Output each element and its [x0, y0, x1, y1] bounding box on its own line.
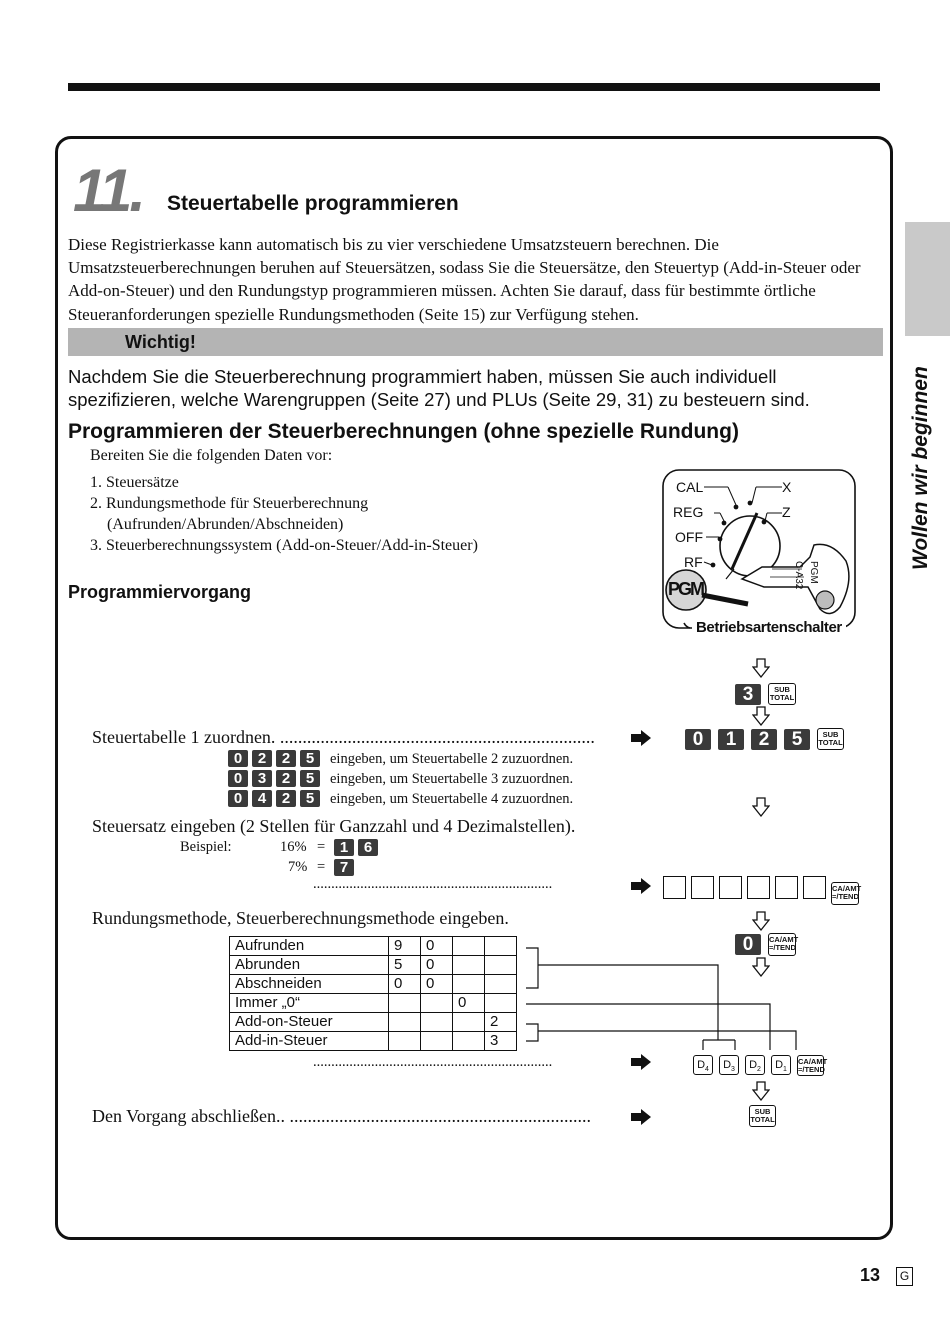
- table-connectors: [520, 940, 820, 1065]
- digit-box: [803, 876, 826, 899]
- example-eq: =: [317, 839, 326, 855]
- page-number: 13: [860, 1265, 881, 1285]
- down-arrow-icon: [752, 1081, 770, 1106]
- switch-pos-pgm: PGM: [668, 579, 704, 599]
- list-item: 3. Steuerberechnungssystem (Add-on-Steuer/Add-in-Steuer): [90, 537, 478, 554]
- right-arrow-icon: [630, 729, 652, 752]
- example-keys-7: 7: [334, 859, 358, 877]
- right-arrow-icon: [630, 1053, 652, 1076]
- list-item: (Aufrunden/Abrunden/Abschneiden): [107, 516, 344, 533]
- switch-pos-reg: REG: [673, 504, 704, 520]
- key-digit: 0: [685, 729, 711, 750]
- rounding-table: [229, 936, 517, 1051]
- language-badge: G: [896, 1267, 913, 1286]
- top-rule: [68, 83, 880, 91]
- intro-paragraph: Diese Registrierkasse kann automatisch bis zu vier verschiedene Umsatzsteuern berechnen. Die Umsatzsteuerberechnungen beruhen auf Steuersätzen, sodass Sie die Steuersätze, den Steuertyp (Add-in-Steuer oder Add-on-Steuer) und den Rundungstyp programmieren müssen. Achten Sie darauf, dass für bestimmte örtliche Steueranforderungen spezielle Rundungsmethoden (Seite 15) zur Verfügung stehen.: [68, 235, 861, 324]
- ca-amt-key-icon: CA/AMT =/TEND: [798, 1057, 828, 1074]
- right-arrow-icon: [630, 877, 652, 900]
- example-keys-16: 1 6: [334, 839, 382, 857]
- example-rate-7: 7%: [288, 859, 308, 875]
- section-number: 11.: [73, 157, 143, 224]
- side-tab-marker: [905, 222, 950, 336]
- switch-pos-cal: CAL: [676, 479, 704, 495]
- list-item: 1. Steuersätze: [90, 474, 179, 491]
- prep-intro: Bereiten Sie die folgenden Daten vor:: [90, 447, 333, 464]
- right-arrow-icon: [630, 1108, 652, 1131]
- digit-box: [747, 876, 770, 899]
- switch-pos-x: X: [782, 479, 792, 495]
- down-arrow-icon: [752, 797, 770, 822]
- switch-pos-z: Z: [782, 504, 791, 520]
- digit-box: [691, 876, 714, 899]
- key-digit: 1: [718, 729, 744, 750]
- d-keys: [693, 1055, 828, 1076]
- digit-box: [775, 876, 798, 899]
- step0-keys: [735, 683, 796, 705]
- d3-key-icon: $D_3$: [719, 1055, 739, 1075]
- ca-amt-key-icon: CA/AMT =/TEND: [831, 882, 859, 905]
- prep-list: [90, 472, 478, 556]
- example-eq: =: [317, 859, 326, 875]
- d2-key-icon: $D_2$: [745, 1055, 765, 1075]
- key-label-model: C-A32: [793, 561, 804, 590]
- table-row: Add-in-Steuer 3: [230, 1032, 517, 1051]
- step-finish: Den Vorgang abschließen.. ...................................................................: [92, 1106, 591, 1126]
- table-row: Abschneiden 0 0: [230, 975, 517, 994]
- ca-amt-key-icon: CA/AMT =/TEND: [768, 933, 796, 956]
- key-label-pgm: PGM: [808, 561, 819, 584]
- mode-switch-caption: Betriebsartenschalter: [692, 619, 846, 636]
- example-rate-16: 16%: [280, 839, 307, 855]
- list-item: 2. Rundungsmethode für Steuerberechnung: [90, 495, 369, 512]
- table-row: Immer „0“ 0: [230, 994, 517, 1013]
- example-label: Beispiel:: [180, 839, 232, 855]
- mode-switch-illustration: [662, 469, 857, 639]
- step1-keys: [685, 728, 844, 750]
- step-rounding-method: Rundungsmethode, Steuerberechnungsmethode eingeben.: [92, 908, 509, 928]
- side-tab-label: Wollen wir beginnen: [909, 366, 932, 570]
- down-arrow-icon: [752, 658, 770, 683]
- key-digit: 5: [784, 729, 810, 750]
- key-3: 3: [735, 684, 761, 705]
- d1-key-icon: $D_1$: [771, 1055, 791, 1075]
- alt-table-4: 0 4 2 5 eingeben, um Steuertabelle 4 zuzuordnen.: [228, 790, 573, 808]
- step-enter-rate: Steuersatz eingeben (2 Stellen für Ganzzahl und 4 Dezimalstellen).: [92, 816, 576, 836]
- subtotal-key-icon: SUB TOTAL: [817, 728, 844, 750]
- procedure-heading: Programmiervorgang: [68, 582, 252, 602]
- key-digit: 2: [751, 729, 777, 750]
- subsection-heading: Programmieren der Steuerberechnungen (ohne spezielle Rundung): [68, 420, 739, 443]
- switch-pos-rf: RF: [684, 554, 703, 570]
- dot-leader: ..................................................................: [313, 1054, 553, 1070]
- d4-key-icon: $D_4$: [693, 1055, 713, 1075]
- step-assign-table: Steuertabelle 1 zuordnen. ......................................................................: [92, 727, 595, 747]
- digit-box: [663, 876, 686, 899]
- finish-key: [749, 1105, 776, 1127]
- digit-box: [719, 876, 742, 899]
- dot-leader: ..................................................................: [313, 876, 553, 892]
- key-0: 0: [735, 934, 761, 955]
- section-title: Steuertabelle programmieren: [167, 192, 459, 215]
- alt-table-3: 0 3 2 5 eingeben, um Steuertabelle 3 zuzuordnen.: [228, 770, 573, 788]
- subtotal-key-icon: SUB TOTAL: [768, 683, 796, 705]
- important-note: Nachdem Sie die Steuerberechnung programmiert haben, müssen Sie auch individuell spezifizieren, welche Warengruppen (Seite 27) und PLUs (Seite 29, 31) zu besteuern sind.: [68, 366, 810, 410]
- important-label: Wichtig!: [125, 332, 196, 352]
- table-row: Add-on-Steuer 2: [230, 1013, 517, 1032]
- table-row: Aufrunden 9 0: [230, 937, 517, 956]
- alt-table-2: 0 2 2 5 eingeben, um Steuertabelle 2 zuzuordnen.: [228, 750, 573, 768]
- subtotal-key-icon: SUB TOTAL: [749, 1105, 776, 1127]
- switch-pos-off: OFF: [675, 529, 703, 545]
- table-row: Abrunden 5 0: [230, 956, 517, 975]
- rate-entry-boxes: [663, 876, 862, 905]
